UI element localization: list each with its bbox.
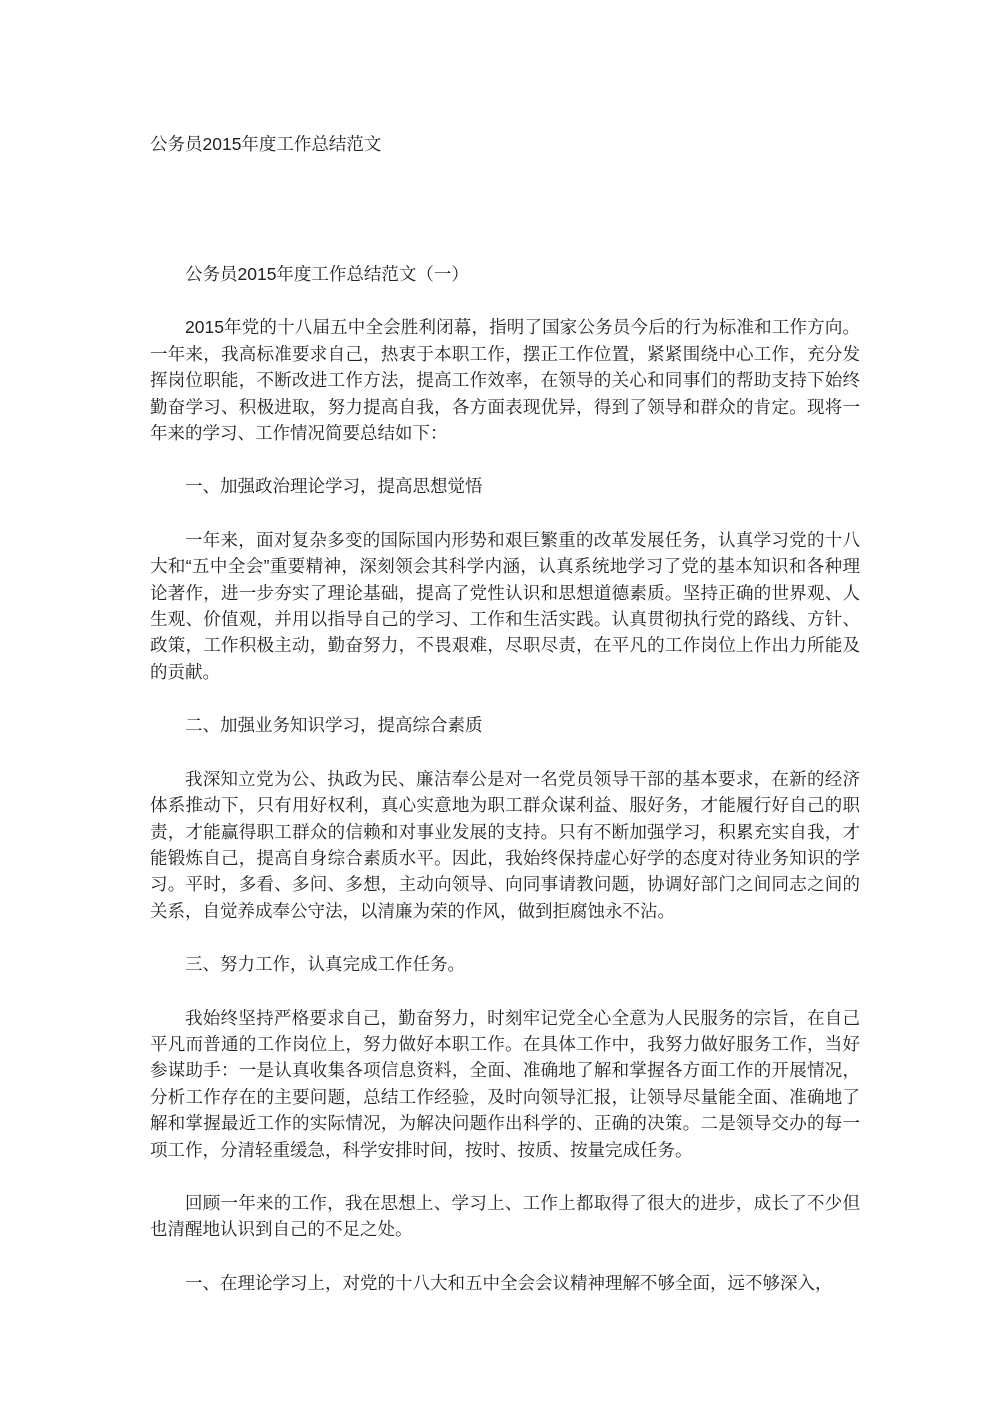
document-title: 公务员2015年度工作总结范文	[150, 134, 382, 154]
review-paragraph: 回顾一年来的工作，我在思想上、学习上、工作上都取得了很大的进步，成长了不少但也清醒地认识到自己的不足之处。	[150, 1192, 860, 1240]
section-1-paragraph: 一年来，面对复杂多变的国际国内形势和艰巨繁重的改革发展任务，认真学习党的十八大和“五中全会”重要精神，深刻领会其科学内涵，认真系统地学习了党的基本知识和各种理论著作，进一步夯实了理论基础，提高了党性认识和思想道德素质。坚持正确的世界观、人生观、价值观，并用以指导自己的学习、工作和生活实践。认真贯彻执行党的路线、方针、政策，工作积极主动，勤奋努力，不畏艰难，尽职尽责，在平凡的工作岗位上作出力所能及的贡献。	[150, 529, 860, 682]
section-heading-1: 一、加强政治理论学习，提高思想觉悟	[185, 476, 483, 497]
section-heading-3: 三、努力工作，认真完成工作任务。	[185, 954, 465, 975]
section-3-paragraph: 我始终坚持严格要求自己，勤奋努力，时刻牢记党全心全意为人民服务的宗旨，在自己平凡而普通的工作岗位上，努力做好本职工作。在具体工作中，我努力做好服务工作，当好参谋助手：一是认真收集各项信息资料，全面、准确地了解和掌握各方面工作的开展情况，分析工作存在的主要问题，总结工作经验，及时向领导汇报，让领导尽量能全面、准确地了解和掌握最近工作的实际情况，为解决问题作出科学的、正确的决策。二是领导交办的每一项工作，分清轻重缓急，科学安排时间，按时、按质、按量完成任务。	[150, 1007, 860, 1160]
intro-paragraph: 2015年党的十八届五中全会胜利闭幕，指明了国家公务员今后的行为标准和工作方向。一年来，我高标准要求自己，热衷于本职工作，摆正工作位置，紧紧围绕中心工作，充分发挥岗位职能，不断改进工作方法，提高工作效率，在领导的关心和同事们的帮助支持下始终勤奋学习、积极进取，努力提高自我，各方面表现优异，得到了领导和群众的肯定。现将一年来的学习、工作情况简要总结如下：	[150, 317, 860, 444]
document-content	[150, 0, 860, 1323]
article-subtitle: 公务员2015年度工作总结范文（一）	[185, 264, 469, 284]
section-2-paragraph: 我深知立党为公、执政为民、廉洁奉公是对一名党员领导干部的基本要求，在新的经济体系推动下，只有用好权利，真心实意地为职工群众谋利益、服好务，才能履行好自己的职责，才能赢得职工群众的信赖和对事业发展的支持。只有不断加强学习，积累充实自我，才能锻炼自己，提高自身综合素质水平。因此，我始终保持虚心好学的态度对待业务知识的学习。平时，多看、多问、多想，主动向领导、向同事请教问题，协调好部门之间同志之间的关系，自觉养成奉公守法，以清廉为荣的作风，做到拒腐蚀永不沾。	[150, 768, 860, 921]
shortcoming-paragraph: 一、在理论学习上，对党的十八大和五中全会会议精神理解不够全面，远不够深入，	[185, 1272, 833, 1293]
section-heading-2: 二、加强业务知识学习，提高综合素质	[185, 715, 483, 736]
